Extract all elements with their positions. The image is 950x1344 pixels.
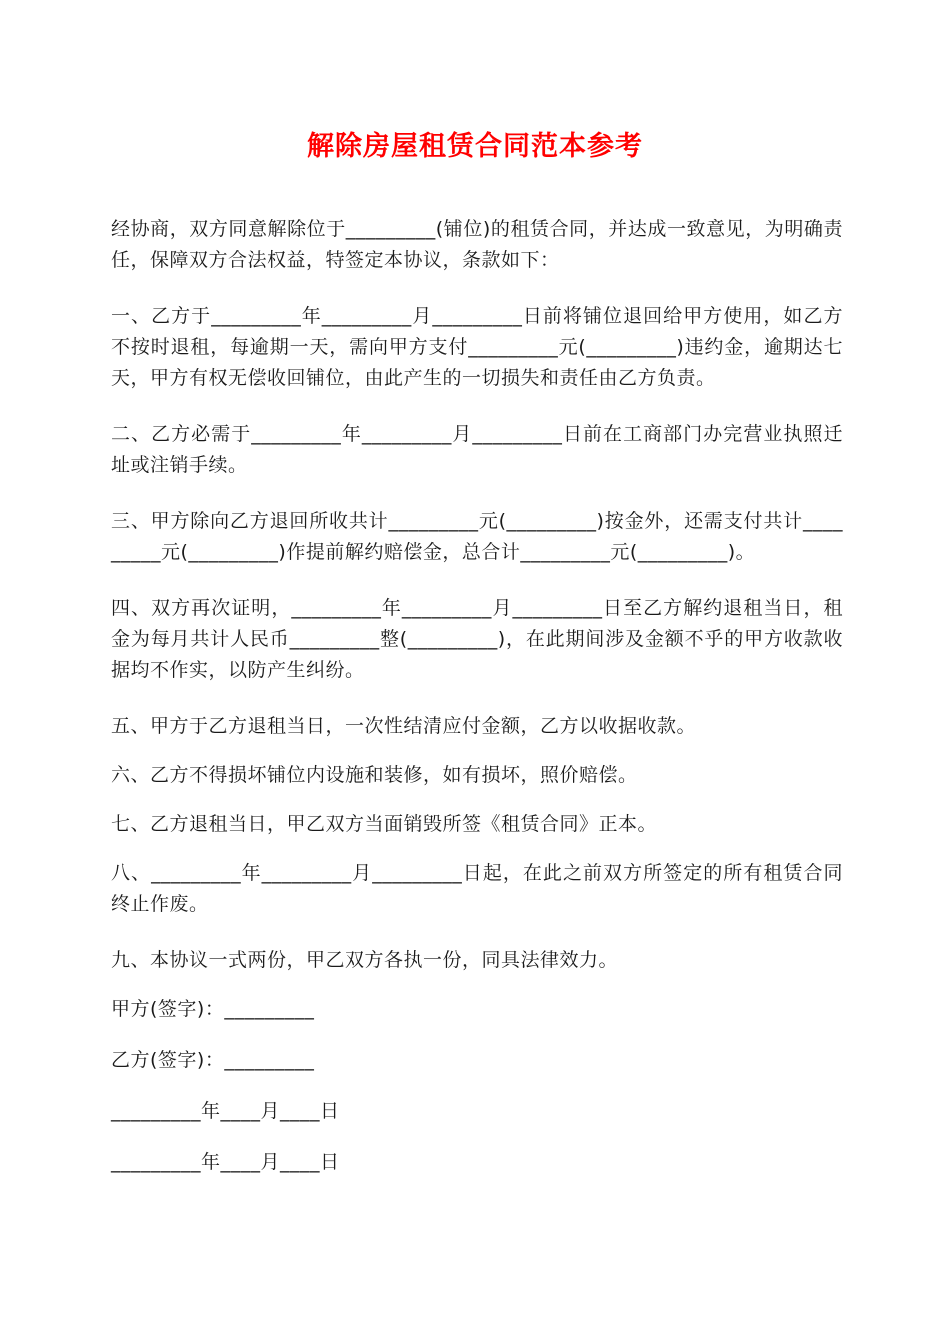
clause-3: 三、甲方除向乙方退回所收共计_________元(_________)按金外，还需支付共计_________元(_________)作提前解约赔偿金，总合计_________元(_________)。: [111, 510, 843, 563]
clause-1: 一、乙方于_________年_________月_________日前将铺位退回给甲方使用，如乙方不按时退租，每逾期一天，需向甲方支付_________元(_________)违约金，逾期达七天，甲方有权无偿收回铺位，由此产生的一切损失和责任由乙方负责。: [111, 305, 843, 389]
document-body: [111, 214, 843, 1198]
clause-2: 二、乙方必需于_________年_________月_________日前在工商部门办完营业执照迁址或注销手续。: [111, 423, 843, 476]
document-title: 解除房屋租赁合同范本参考: [307, 131, 643, 162]
party-b-signature: 乙方(签字)：_________: [111, 1049, 315, 1071]
clause-5: 五、甲方于乙方退租当日，一次性结清应付金额，乙方以收据收款。: [111, 715, 697, 737]
date-line-2: _________年____月____日: [111, 1151, 340, 1173]
clause-9: 九、本协议一式两份，甲乙双方各执一份，同具法律效力。: [111, 949, 619, 971]
intro-paragraph: 经协商，双方同意解除位于_________(铺位)的租赁合同，并达成一致意见，为明确责任，保障双方合法权益，特签定本协议，条款如下：: [111, 218, 843, 271]
date-line-1: _________年____月____日: [111, 1100, 340, 1122]
clause-8: 八、_________年_________月_________日起，在此之前双方所签定的所有租赁合同终止作废。: [111, 862, 843, 915]
clause-7: 七、乙方退租当日，甲乙双方当面销毁所签《租赁合同》正本。: [111, 813, 658, 835]
party-a-signature: 甲方(签字)：_________: [111, 998, 315, 1020]
clause-4: 四、双方再次证明，_________年_________月_________日至乙方解约退租当日，租金为每月共计人民币_________整(_________)，在此期间涉及金额不乎的甲方收款收据均不作实，以防产生纠纷。: [111, 597, 843, 681]
clause-6: 六、乙方不得损坏铺位内设施和装修，如有损坏，照价赔偿。: [111, 764, 638, 786]
